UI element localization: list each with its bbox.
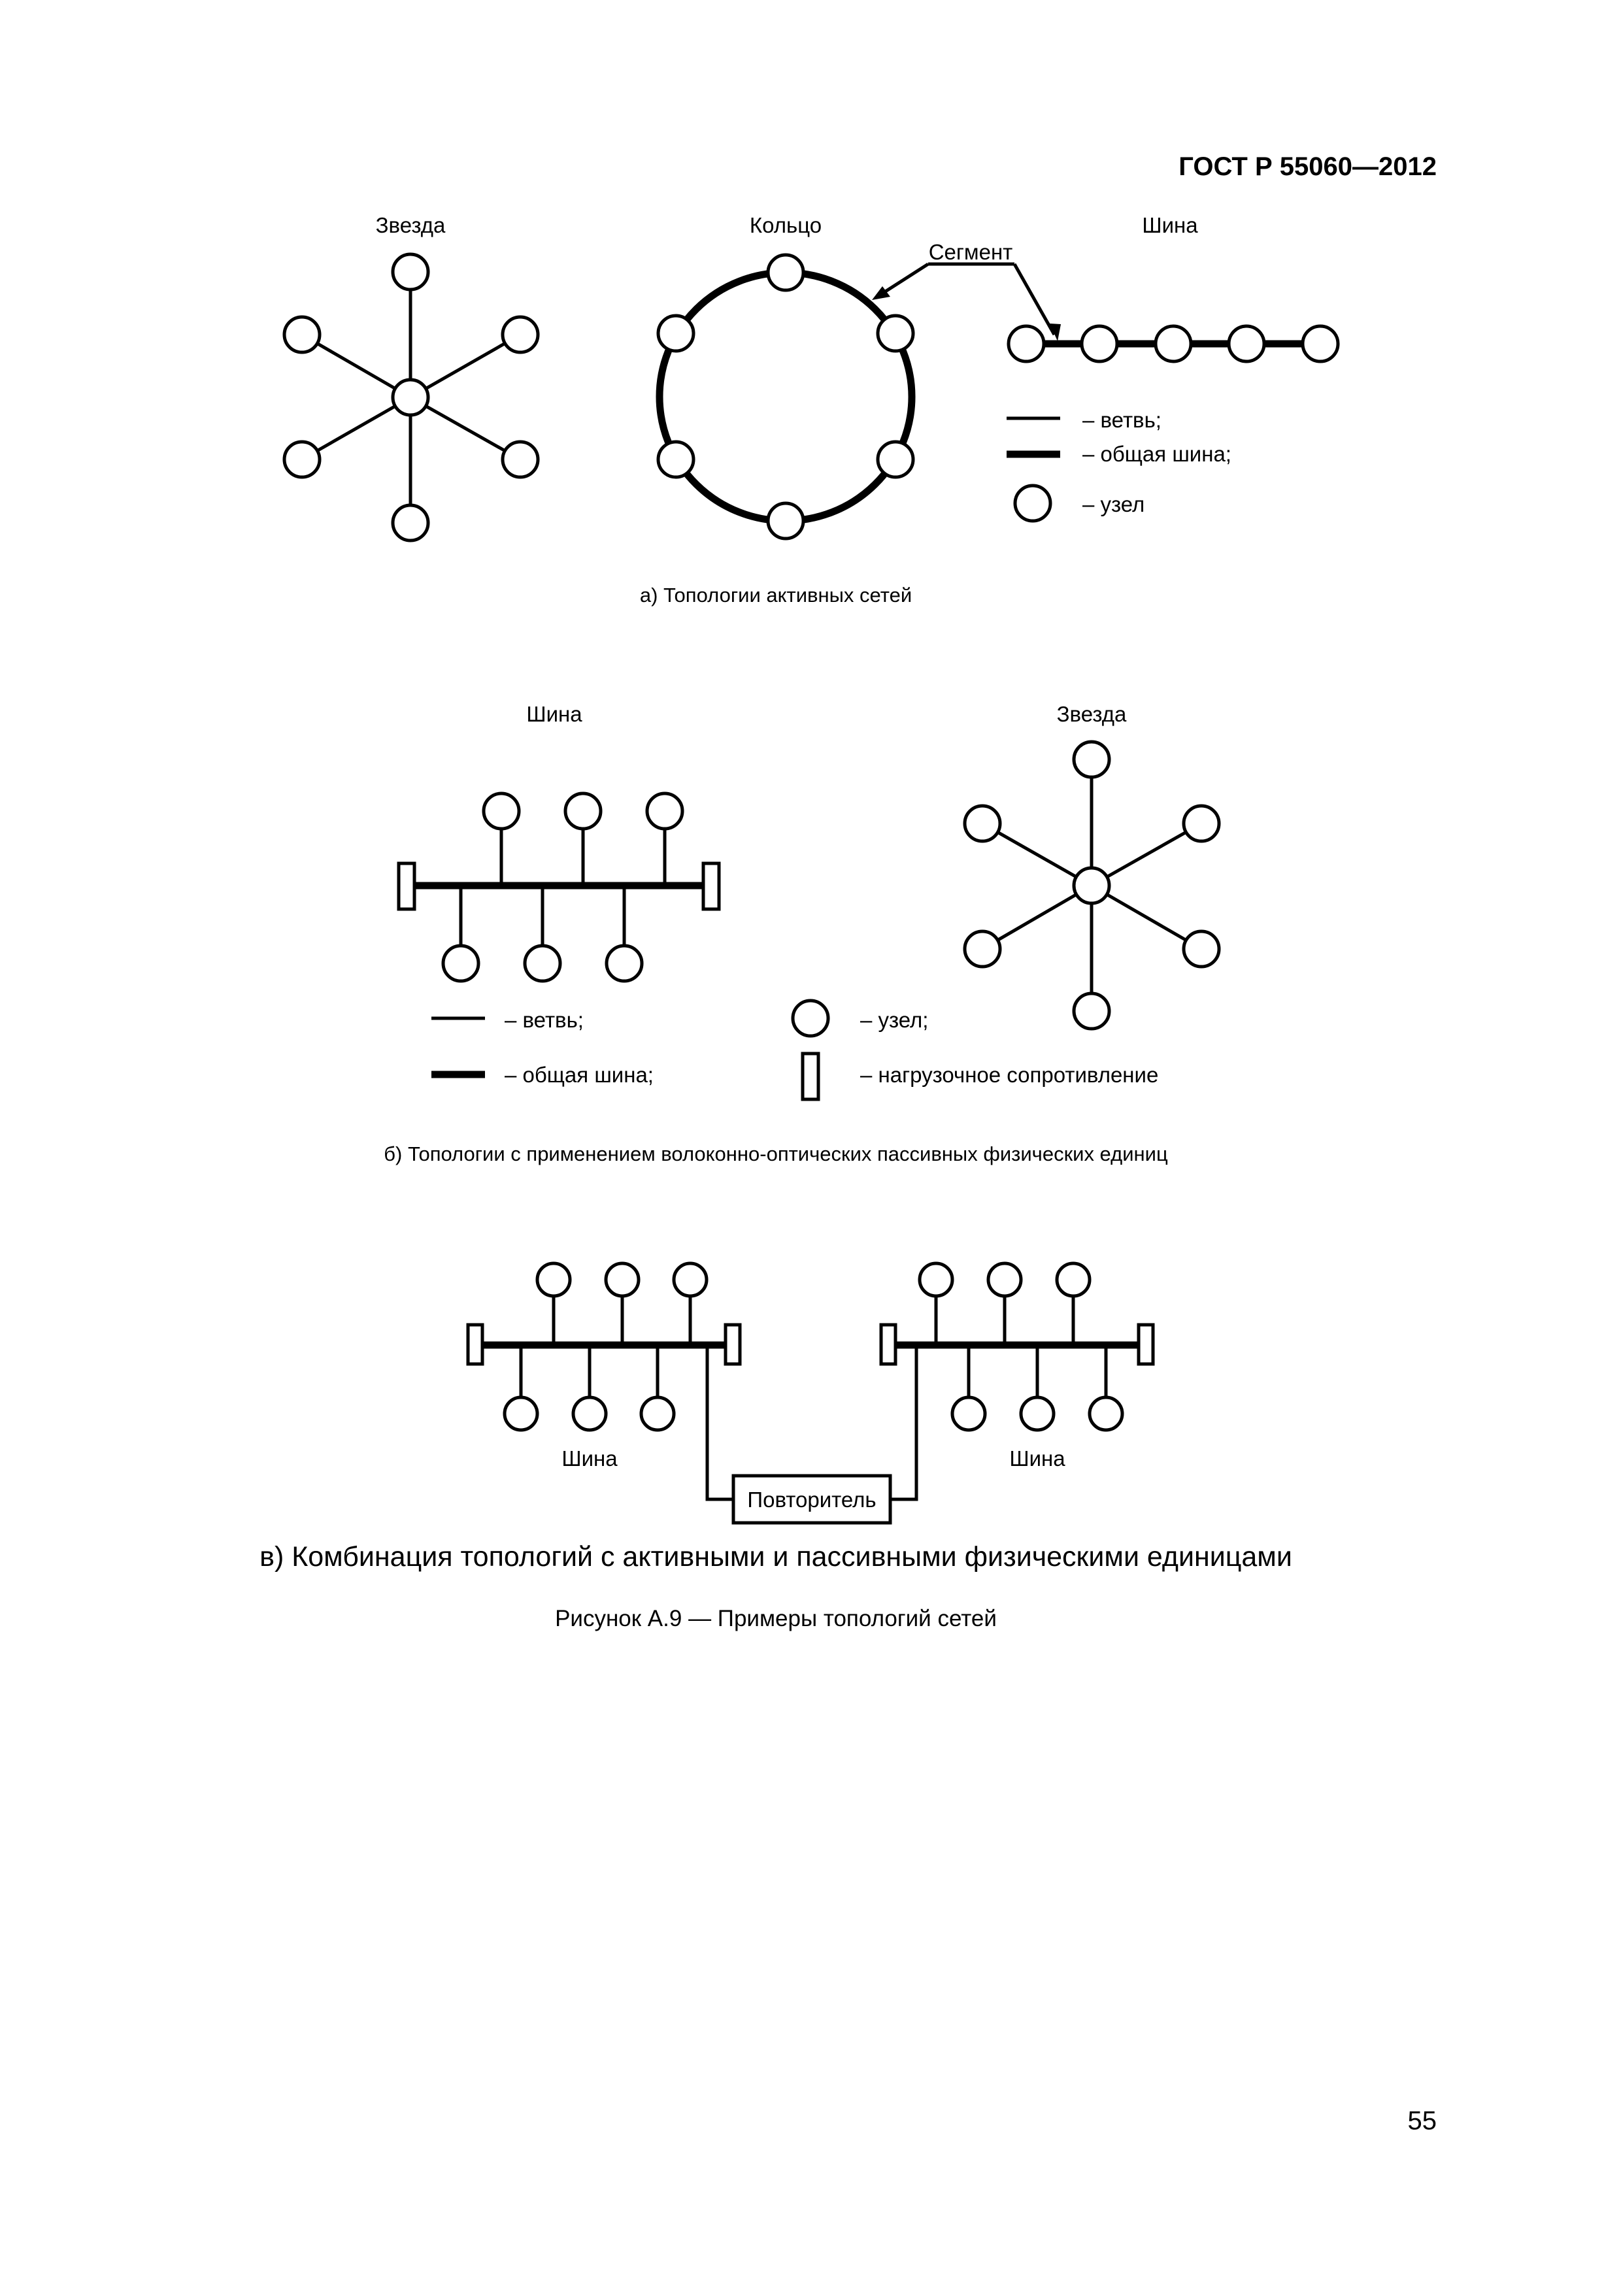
bus-node xyxy=(1090,1397,1122,1430)
legend-b-common-bus: – общая шина; xyxy=(505,1063,654,1087)
load-resistor xyxy=(881,1325,895,1364)
legend-b xyxy=(431,1001,1158,1099)
star-node xyxy=(284,442,320,477)
bus-node xyxy=(573,1397,606,1430)
passive-bus-title: Шина xyxy=(526,702,582,726)
load-resistor xyxy=(399,863,414,909)
bus-node xyxy=(1156,326,1191,361)
star-node xyxy=(1184,806,1219,841)
star-hub-node xyxy=(393,380,428,415)
star-hub-node xyxy=(1074,868,1109,903)
bus-node xyxy=(607,946,642,981)
bus-node xyxy=(606,1263,639,1296)
legend-a-branch: – ветвь; xyxy=(1082,408,1161,432)
bus-node xyxy=(505,1397,537,1430)
bus-node xyxy=(484,793,519,829)
node-sample xyxy=(1015,486,1050,521)
ring-node xyxy=(658,442,694,477)
star-node xyxy=(965,806,1000,841)
active-star-title: Звезда xyxy=(375,213,446,237)
load-resistor xyxy=(703,863,719,909)
bus-node xyxy=(952,1397,985,1430)
legend-b-branch: – ветвь; xyxy=(505,1008,584,1032)
caption-c: в) Комбинация топологий с активными и пассивными физическими единицами xyxy=(259,1541,1292,1572)
legend-a-node: – узел xyxy=(1082,492,1145,516)
passive-bus-topology xyxy=(399,702,719,981)
bus-node xyxy=(537,1263,570,1296)
load-resistor xyxy=(1139,1325,1153,1364)
figure-caption: Рисунок А.9 — Примеры топологий сетей xyxy=(555,1606,997,1631)
caption-a: а) Топологии активных сетей xyxy=(639,584,912,607)
star-node xyxy=(965,931,1000,967)
load-resistor xyxy=(726,1325,740,1364)
ring-node xyxy=(768,255,803,290)
bus-node xyxy=(1082,326,1117,361)
star-node xyxy=(503,442,538,477)
page-number: 55 xyxy=(1407,2106,1437,2135)
bus-node xyxy=(988,1263,1021,1296)
active-star-topology xyxy=(284,213,538,541)
ring-node xyxy=(768,503,803,539)
ring-node xyxy=(878,442,913,477)
active-ring-topology xyxy=(658,213,1061,539)
node-sample xyxy=(793,1001,828,1036)
right-bus-label: Шина xyxy=(1009,1446,1065,1471)
ring-title: Кольцо xyxy=(749,213,822,237)
passive-star-title: Звезда xyxy=(1056,702,1127,726)
bus-node xyxy=(1057,1263,1090,1296)
star-node xyxy=(284,317,320,352)
repeater xyxy=(707,1345,916,1523)
bus-node xyxy=(1021,1397,1054,1430)
load-resistor xyxy=(468,1325,482,1364)
load-resistor-sample xyxy=(803,1054,818,1099)
ring-node xyxy=(878,316,913,351)
bus-node xyxy=(1303,326,1338,361)
star-node xyxy=(1184,931,1219,967)
bus-node xyxy=(647,793,682,829)
repeater-label: Повторитель xyxy=(747,1488,877,1512)
star-node xyxy=(1074,742,1109,777)
active-bus-title: Шина xyxy=(1142,213,1198,237)
bus-node xyxy=(920,1263,952,1296)
bus-node xyxy=(443,946,478,981)
star-node xyxy=(393,505,428,541)
segment-label: Сегмент xyxy=(928,240,1013,264)
bus-node xyxy=(1229,326,1264,361)
bus-node xyxy=(565,793,601,829)
combined-left-bus xyxy=(468,1263,740,1471)
bus-node xyxy=(641,1397,674,1430)
legend-a xyxy=(1007,408,1231,521)
ring-node xyxy=(658,316,694,351)
active-bus-topology xyxy=(1009,213,1338,361)
star-node xyxy=(393,254,428,290)
combined-right-bus xyxy=(881,1263,1153,1471)
bus-node xyxy=(525,946,560,981)
legend-b-node: – узел; xyxy=(860,1008,929,1032)
legend-a-common-bus: – общая шина; xyxy=(1082,442,1231,466)
star-node xyxy=(1074,993,1109,1029)
left-bus-label: Шина xyxy=(561,1446,618,1471)
star-node xyxy=(503,317,538,352)
bus-node xyxy=(674,1263,707,1296)
bus-node xyxy=(1009,326,1044,361)
legend-b-load-resistor: – нагрузочное сопротивление xyxy=(860,1063,1159,1087)
document-id: ГОСТ Р 55060—2012 xyxy=(1178,152,1437,181)
passive-star-topology xyxy=(965,702,1219,1029)
caption-b: б) Топологии с применением волоконно-оптических пассивных физических единиц xyxy=(384,1142,1168,1165)
